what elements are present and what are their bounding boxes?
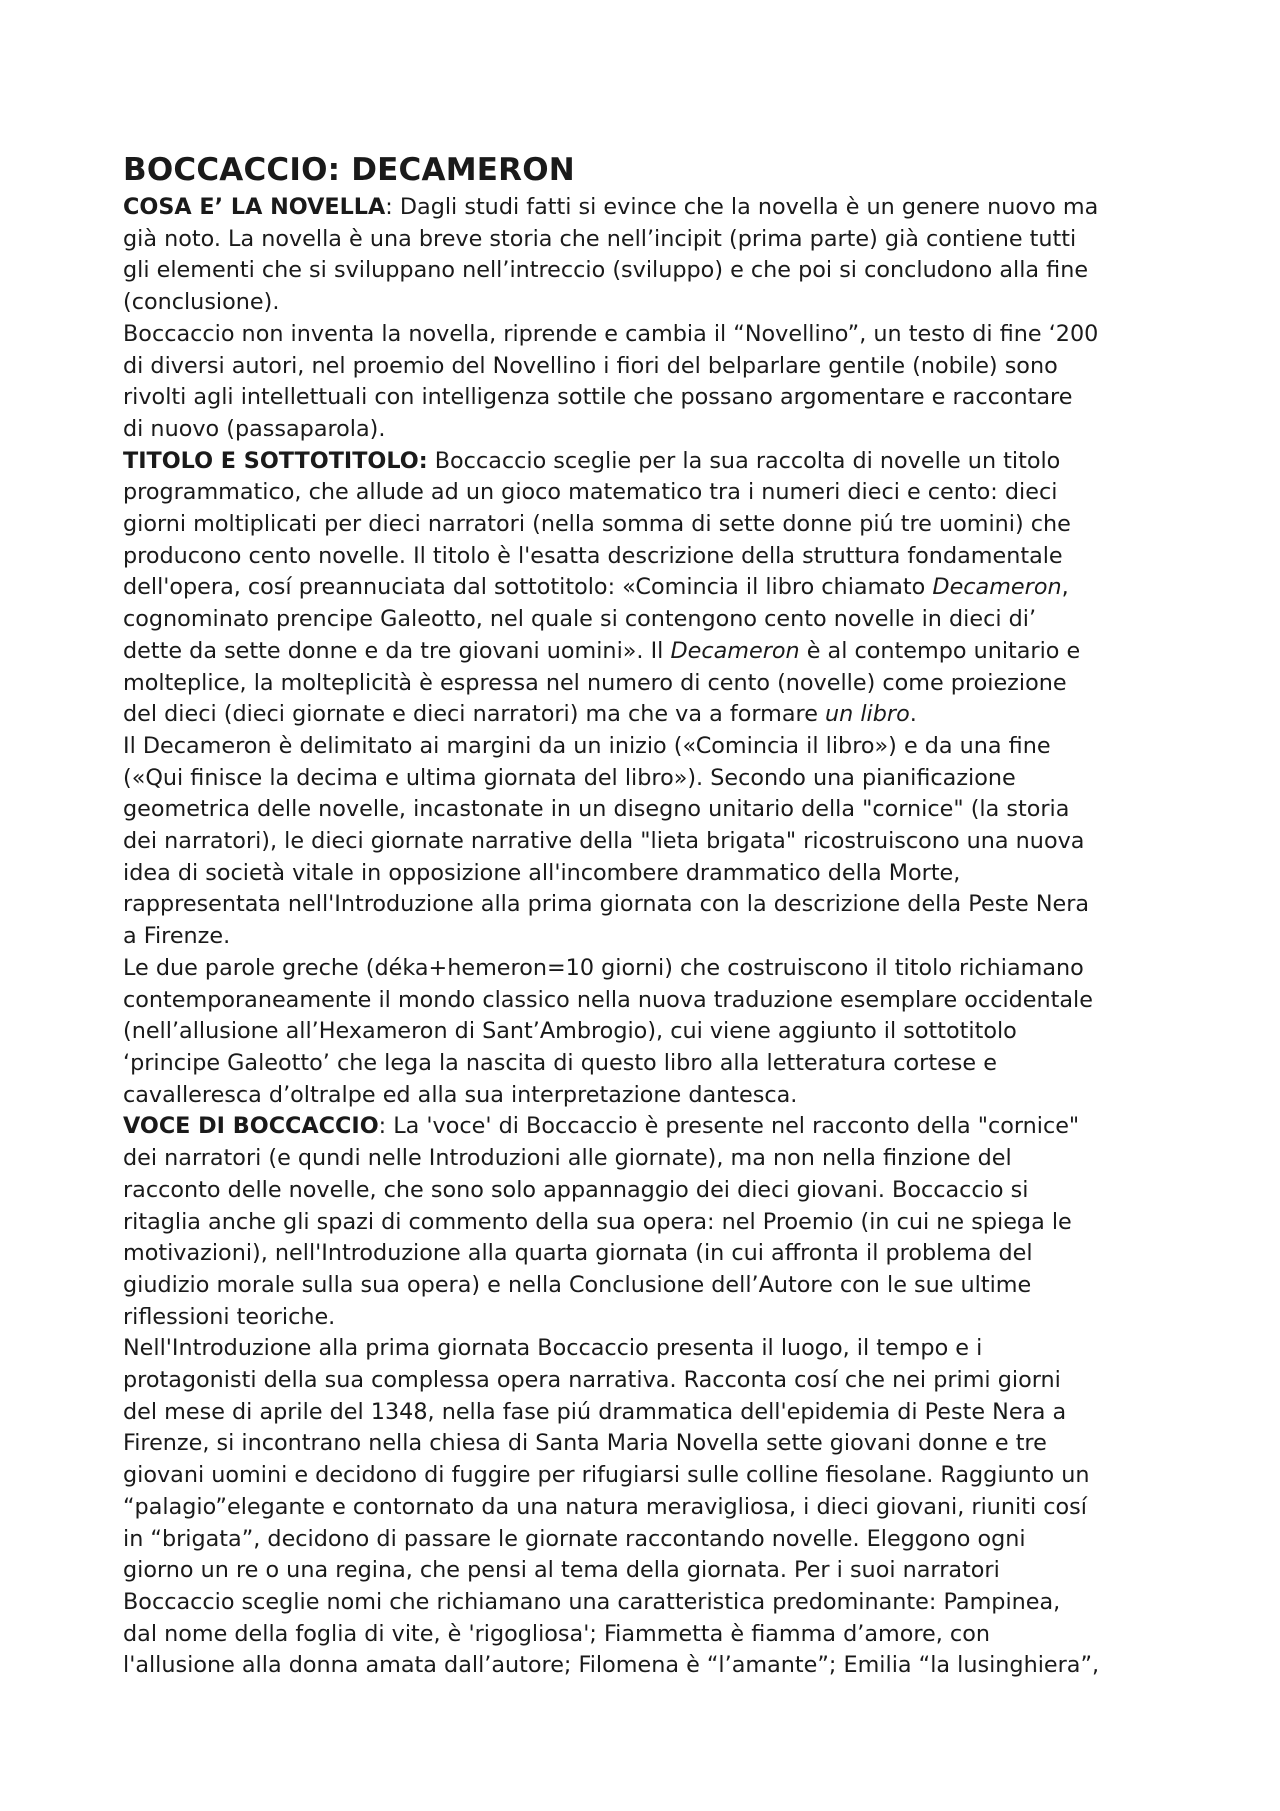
text-span: dell'opera, cosí preannuciata dal sottotitolo: «Comincia il libro chiamato (123, 574, 933, 601)
text-line: giorni moltiplicati per dieci narratori (nella somma di sette donne piú tre uomini) che (123, 511, 1071, 538)
section-label: VOCE DI BOCCACCIO (123, 1113, 379, 1140)
text-line (123, 636, 1168, 668)
paragraph-cosa-e-la-novella (123, 192, 1168, 319)
text-line: ‘principe Galeotto’ che lega la nascita di questo libro alla letteratura cortese e (123, 1049, 997, 1076)
text-line: Il Decameron è delimitato ai margini da un inizio («Comincia il libro») e da una fine (123, 732, 1051, 759)
paragraph-titolo-e-sottotitolo (123, 446, 1168, 731)
italic-text: un libro (825, 701, 910, 728)
text-line: geometrica delle novelle, incastonate in un disegno unitario della "cornice" (la storia (123, 796, 1070, 823)
text-span: : La 'voce' di Boccaccio è presente nel racconto della "cornice" (378, 1113, 1080, 1140)
text-line (123, 446, 1168, 478)
text-line: già noto. La novella è una breve storia che nell’incipit (prima parte) già contiene tutti (123, 225, 1077, 252)
text-span: è al contempo unitario e (799, 637, 1081, 664)
text-line: (nell’allusione all’Hexameron di Sant’Ambrogio), cui viene aggiunto il sottotitolo (123, 1018, 1017, 1045)
text-line: gli elementi che si sviluppano nell’intreccio (sviluppo) e che poi si concludono alla fine (123, 257, 1089, 284)
text-line: giovani uomini e decidono di fuggire per rifugiarsi sulle colline fiesolane. Raggiunto un (123, 1462, 1090, 1489)
text-line: motivazioni), nell'Introduzione alla quarta giornata (in cui affronta il problema del (123, 1240, 1033, 1267)
text-line: Firenze, si incontrano nella chiesa di Santa Maria Novella sette giovani donne e tre (123, 1430, 1047, 1457)
paragraph-introduzione-prima-giornata (123, 1333, 1168, 1682)
text-line: («Qui finisce la decima e ultima giornata del libro»). Secondo una pianificazione (123, 764, 1016, 791)
text-line: l'allusione alla donna amata dall’autore; Filomena è “l’amante”; Emilia “la lusinghiera”, (123, 1652, 1100, 1679)
text-line: riflessioni teoriche. (123, 1303, 336, 1330)
text-line: del mese di aprile del 1348, nella fase piú drammatica dell'epidemia di Peste Nera a (123, 1398, 1067, 1425)
text-line: cavalleresca d’oltralpe ed alla sua interpretazione dantesca. (123, 1081, 798, 1108)
section-label: COSA E’ LA NOVELLA (123, 194, 386, 220)
text-line: racconto delle novelle, che sono solo appannaggio dei dieci giovani. Boccaccio si (123, 1176, 1029, 1203)
text-line: dal nome della foglia di vite, è 'rigogliosa'; Fiammetta è fiamma d’amore, con (123, 1620, 990, 1647)
paragraph-voce-di-boccaccio (123, 1111, 1168, 1333)
text-line: giudizio morale sulla sua opera) e nella Conclusione dell’Autore con le sue ultime (123, 1271, 1032, 1298)
text-line: protagonisti della sua complessa opera narrativa. Racconta cosí che nei primi giorni (123, 1367, 1061, 1394)
text-line: Boccaccio sceglie nomi che richiamano una caratteristica predominante: Pampinea, (123, 1588, 1061, 1615)
paragraph-novellino (123, 319, 1168, 446)
text-line: di nuovo (passaparola). (123, 415, 386, 442)
text-line: programmatico, che allude ad un gioco matematico tra i numeri dieci e cento: dieci (123, 479, 1058, 506)
text-line: di diversi autori, nel proemio del Novellino i fiori del belparlare gentile (nobile) sono (123, 352, 1058, 379)
text-line: idea di società vitale in opposizione all'incombere drammatico della Morte, (123, 859, 961, 886)
section-label: TITOLO E SOTTOTITOLO: (123, 447, 428, 474)
paragraph-decameron-margini (123, 731, 1168, 953)
text-line: Nell'Introduzione alla prima giornata Boccaccio presenta il luogo, il tempo e i (123, 1335, 983, 1362)
text-line: Le due parole greche (déka+hemeron=10 giorni) che costruiscono il titolo richiamano (123, 954, 1084, 981)
text-span: : Dagli studi fatti si evince che la novella è un genere nuovo ma (385, 194, 1099, 220)
text-span: dette da sette donne e da tre giovani uomini». Il (123, 637, 671, 664)
text-line (123, 192, 1168, 224)
text-line: Boccaccio non inventa la novella, riprende e cambia il “Novellino”, un testo di fine ‘200 (123, 320, 1099, 347)
document-title: BOCCACCIO: DECAMERON (123, 152, 575, 188)
text-line: cognominato prencipe Galeotto, nel quale si contengono cento novelle in dieci di’ (123, 606, 1037, 633)
text-line: rappresentata nell'Introduzione alla prima giornata con la descrizione della Peste Nera (123, 891, 1090, 918)
text-line: producono cento novelle. Il titolo è l'esatta descrizione della struttura fondamentale (123, 542, 1063, 569)
text-line: dei narratori (e qundi nelle Introduzioni alle giornate), ma non nella finzione del (123, 1145, 1012, 1172)
italic-text: Decameron (932, 574, 1062, 601)
text-line: rivolti agli intellettuali con intelligenza sottile che possano argomentare e raccontare (123, 384, 1073, 411)
text-line: molteplice, la molteplicità è espressa nel numero di cento (novelle) come proiezione (123, 669, 1067, 696)
document-page (123, 150, 1168, 1682)
text-line (123, 699, 1168, 731)
text-line: in “brigata”, decidono di passare le giornate raccontando novelle. Eleggono ogni (123, 1525, 1026, 1552)
paragraph-parole-greche (123, 953, 1168, 1112)
italic-text: Decameron (670, 637, 800, 664)
text-span: Boccaccio sceglie per la sua raccolta di novelle un titolo (427, 447, 1061, 474)
text-line: contemporaneamente il mondo classico nella nuova traduzione esemplare occidentale (123, 986, 1093, 1013)
text-line (123, 1111, 1168, 1143)
text-line: giorno un re o una regina, che pensi al tema della giornata. Per i suoi narratori (123, 1557, 1000, 1584)
text-line (123, 572, 1168, 604)
text-span: , (1061, 574, 1069, 601)
text-span: del dieci (dieci giornate e dieci narratori) ma che va a formare (123, 701, 826, 728)
text-line: (conclusione). (123, 289, 280, 316)
text-line: dei narratori), le dieci giornate narrative della "lieta brigata" ricostruiscono una nuova (123, 828, 1085, 855)
text-span: . (909, 701, 917, 728)
text-line: ritaglia anche gli spazi di commento della sua opera: nel Proemio (in cui ne spiega le (123, 1208, 1072, 1235)
text-line: “palagio”elegante e contornato da una natura meravigliosa, i dieci giovani, riuniti cosí (123, 1493, 1087, 1520)
text-line: a Firenze. (123, 923, 231, 950)
